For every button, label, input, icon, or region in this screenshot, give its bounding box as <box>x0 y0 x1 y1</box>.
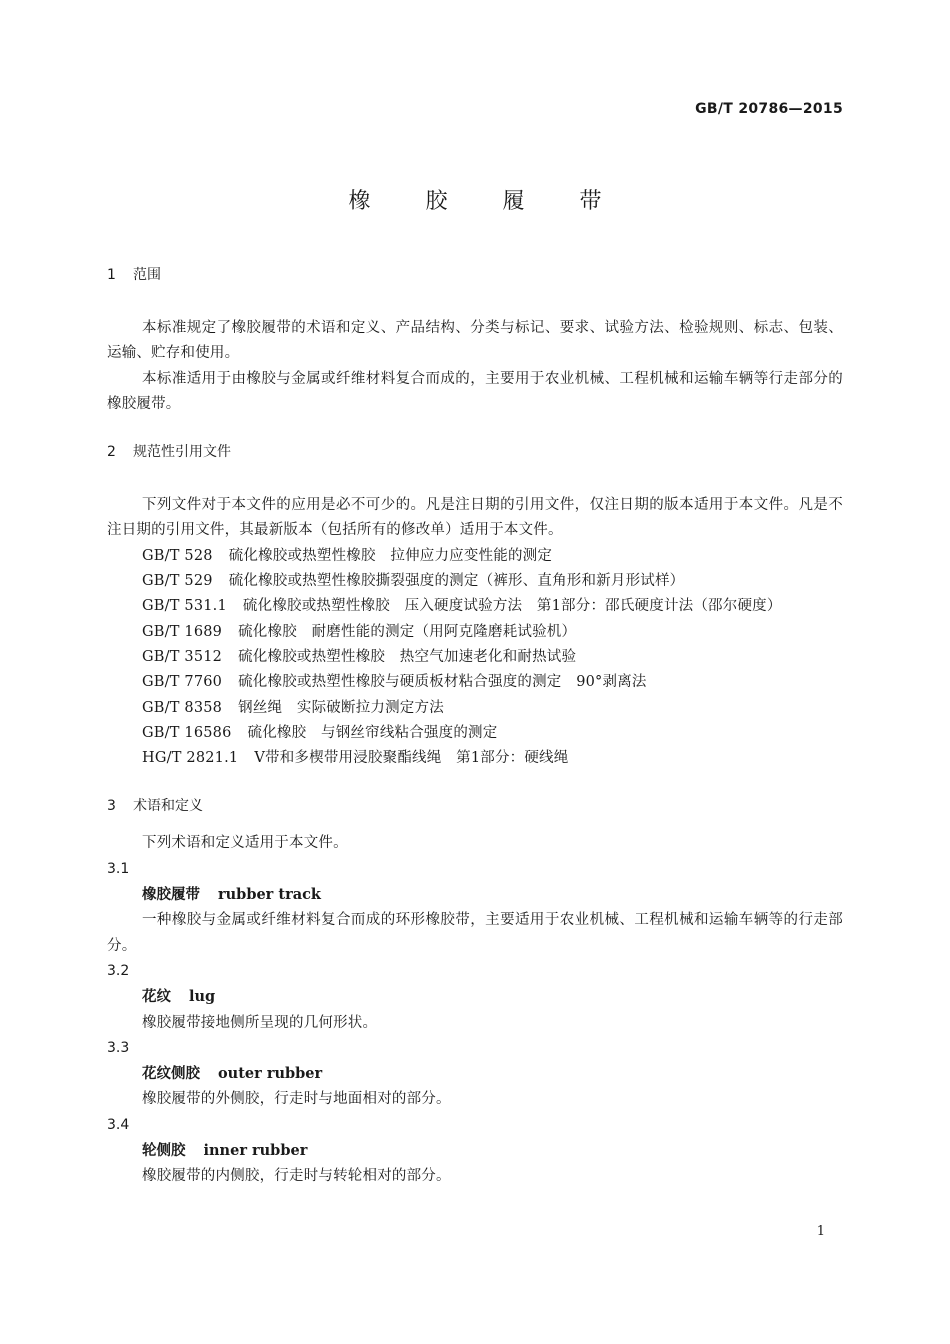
reference-code: GB/T 8358 <box>142 699 223 716</box>
term-definition: 橡胶履带接地侧所呈现的几何形状。 <box>142 1014 378 1031</box>
reference-title: 硫化橡胶或热塑性橡胶 热空气加速老化和耐热试验 <box>238 648 577 665</box>
reference-code: GB/T 7760 <box>142 674 223 691</box>
reference-code: HG/T 2821.1 <box>142 750 239 767</box>
reference-title: 硫化橡胶或热塑性橡胶与硬质板材粘合强度的测定 90°剥离法 <box>238 674 647 691</box>
reference-item <box>107 594 843 619</box>
section-number: 1 <box>107 267 116 283</box>
term-name <box>107 882 843 908</box>
reference-title: V带和多楔带用浸胶聚酯线绳 第1部分：硬线绳 <box>254 750 569 767</box>
term-name <box>107 1138 843 1164</box>
reference-title: 硫化橡胶或热塑性橡胶 拉伸应力应变性能的测定 <box>228 547 553 564</box>
term-number: 3.3 <box>107 1039 130 1056</box>
section-heading-terms <box>107 793 843 819</box>
reference-title: 硫化橡胶或热塑性橡胶撕裂强度的测定（裤形、直角形和新月形试样） <box>228 573 685 590</box>
term-number: 3.1 <box>107 860 130 877</box>
reference-title: 硫化橡胶 与钢丝帘线粘合强度的测定 <box>247 724 498 741</box>
reference-item <box>107 544 843 569</box>
reference-code: GB/T 1689 <box>142 623 223 640</box>
term-name-zh: 花纹 <box>142 989 171 1006</box>
section-number: 2 <box>107 444 116 461</box>
reference-item <box>107 670 843 695</box>
term-number: 3.2 <box>107 962 130 979</box>
section-heading-references <box>107 439 843 465</box>
term-name-en: rubber track <box>218 886 321 904</box>
term-name-en: outer rubber <box>218 1065 323 1083</box>
reference-title: 硫化橡胶或热塑性橡胶 压入硬度试验方法 第1部分：邵氏硬度计法（邵尔硬度） <box>242 598 782 615</box>
reference-code: GB/T 529 <box>142 573 213 590</box>
term-name <box>107 1061 843 1087</box>
section-title: 范围 <box>133 267 161 283</box>
document-body <box>107 262 843 1190</box>
term-name-en: inner rubber <box>203 1142 308 1160</box>
scope-paragraph: 本标准适用于由橡胶与金属或纤维材料复合而成的，主要用于农业机械、工程机械和运输车辆等行走部分的橡胶履带。 <box>107 370 843 412</box>
term-name-en: lug <box>189 988 216 1006</box>
term-definition: 橡胶履带的外侧胶，行走时与地面相对的部分。 <box>142 1091 451 1108</box>
term-name-zh: 轮侧胶 <box>142 1143 186 1160</box>
scope-paragraph: 本标准规定了橡胶履带的术语和定义、产品结构、分类与标记、要求、试验方法、检验规则、标志、包装、运输、贮存和使用。 <box>107 320 843 362</box>
section-title: 规范性引用文件 <box>133 444 231 461</box>
reference-title: 钢丝绳 实际破断拉力测定方法 <box>238 699 444 716</box>
term-definition: 一种橡胶与金属或纤维材料复合而成的环形橡胶带，主要适用于农业机械、工程机械和运输车辆等的行走部分。 <box>107 912 843 954</box>
term-name-zh: 花纹侧胶 <box>142 1066 200 1083</box>
section-number: 3 <box>107 798 116 815</box>
section-heading-scope <box>107 262 843 288</box>
standard-number: GB/T 20786—2015 <box>695 101 843 117</box>
reference-item <box>107 569 843 594</box>
term-definition: 橡胶履带的内侧胶，行走时与转轮相对的部分。 <box>142 1168 451 1185</box>
reference-item <box>107 620 843 645</box>
reference-code: GB/T 531.1 <box>142 598 227 615</box>
reference-item <box>107 746 843 771</box>
reference-code: GB/T 528 <box>142 547 213 564</box>
term-name-zh: 橡胶履带 <box>142 887 200 904</box>
term-name <box>107 984 843 1010</box>
page-number: 1 <box>816 1224 825 1239</box>
reference-item <box>107 721 843 746</box>
reference-title: 硫化橡胶 耐磨性能的测定（用阿克隆磨耗试验机） <box>238 623 577 640</box>
section-title: 术语和定义 <box>133 798 203 815</box>
document-title: 橡 胶 履 带 <box>348 189 626 214</box>
reference-code: GB/T 16586 <box>142 724 232 741</box>
reference-item <box>107 645 843 670</box>
reference-item <box>107 696 843 721</box>
terms-intro: 下列术语和定义适用于本文件。 <box>142 835 348 852</box>
term-number: 3.4 <box>107 1116 130 1133</box>
reference-code: GB/T 3512 <box>142 648 223 665</box>
references-intro: 下列文件对于本文件的应用是必不可少的。凡是注日期的引用文件，仅注日期的版本适用于本文件。凡是不注日期的引用文件，其最新版本（包括所有的修改单）适用于本文件。 <box>107 497 843 539</box>
